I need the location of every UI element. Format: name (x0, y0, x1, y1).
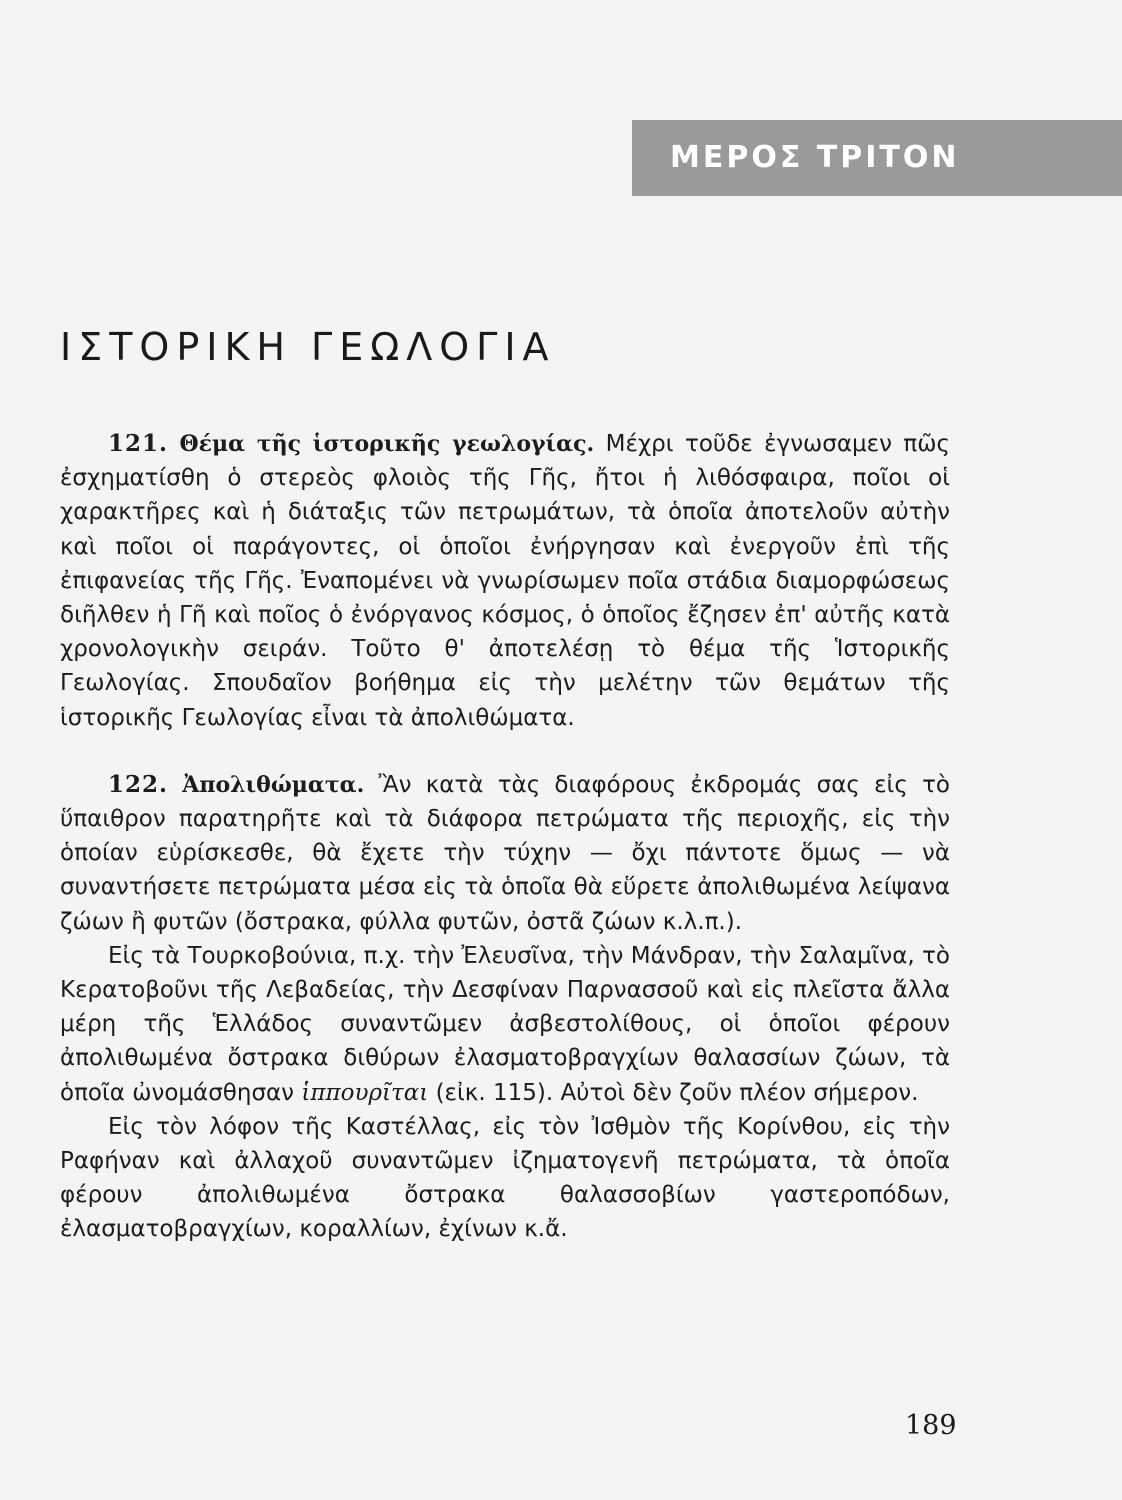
section-121-body: Μέχρι τοῦδε ἐγνωσαμεν πῶς ἐσχηματίσθη ὁ στερεὸς φλοιὸς τῆς Γῆς, ἤτοι ἡ λιθόσφαιρα, ποῖοι οἱ χαρακτῆρες καὶ ἡ διάταξις τῶν πετρωμάτων, τὰ ὁποῖα ἀποτελοῦν αὐτὴν καὶ ποῖοι οἱ παράγοντες, οἱ ὁποῖοι ἐνήργησαν καὶ ἐνεργοῦν ἐπὶ τῆς ἐπιφανείας τῆς Γῆς. Ἐναπομένει νὰ γνωρίσωμεν ποῖα στάδια διαμορφώσεως διῆλθεν ἡ Γῆ καὶ ποῖος ὁ ἐνόργανος κόσμος, ὁ ὁποῖος ἔζησεν ἐπ' αὐτῆς κατὰ χρονολογικὴν σειράν. Τοῦτο θ' ἀποτελέσῃ τὸ θέμα τῆς Ἱστορικῆς Γεωλογίας. Σπουδαῖον βοήθημα εἰς τὴν μελέτην τῶν θεμάτων τῆς ἱστορικῆς Γεωλογίας εἶναι τὰ ἀπολιθώματα. (60, 431, 950, 731)
section-121-title: Θέμα τῆς ἱστορικῆς γεωλογίας. (179, 431, 595, 457)
page-number: 189 (905, 1410, 957, 1441)
section-121-number: 121. (108, 430, 169, 457)
paragraph-4-text: Εἰς τὸν λόφον τῆς Καστέλλας, εἰς τὸν Ἰσθμὸν τῆς Κορίνθου, εἰς τὴν Ραφήναν καὶ ἀλλαχοῦ συναντῶμεν ἰζηματογενῆ πετρώματα, τὰ ὁποῖα φέρουν ἀπολιθωμένα ὄστρακα θαλασσοβίων γαστεροπόδων, ἐλασματοβραγχίων, κοραλλίων, ἐχίνων κ.ἄ. (60, 1113, 950, 1243)
section-122-number: 122. (108, 770, 169, 798)
chapter-title: ΙΣΤΟΡΙΚΗ ΓΕΩΛΟΓΙΑ (60, 325, 556, 369)
paragraph-4 (60, 1110, 950, 1247)
section-122-body: Ἂν κατὰ τὰς διαφόρους ἐκδρομάς σας εἰς τὸ ὕπαιθρον παρατηρῆτε καὶ τὰ διάφορα πετρώματα τῆς περιοχῆς, εἰς τὴν ὁποίαν εὑρίσκεσθε, θὰ ἔχετε τὴν τύχην — ὄχι πάντοτε ὅμως — νὰ συναντήσετε πετρώματα μέσα εἰς τὰ ὁποῖα θὰ εὕρετε ἀπολιθωμένα λείψανα ζώων ἢ φυτῶν (ὄστρακα, φύλλα φυτῶν, ὀστᾶ ζώων κ.λ.π.). (60, 771, 950, 935)
section-122-title: Ἀπολιθώματα. (182, 771, 365, 798)
part-banner (632, 120, 1122, 196)
body-text (60, 427, 950, 1247)
part-label: ΜΕΡΟΣ ΤΡΙΤΟΝ (670, 140, 960, 175)
paragraph-3-text: Εἰς τὰ Τουρκοβούνια, π.χ. τὴν Ἐλευσῖνα, τὴν Μάνδραν, τὴν Σαλαμῖνα, τὸ Κερατοβοῦνι τῆς Λεβαδείας, τὴν Δεσφίναν Παρνασσοῦ καὶ εἰς πλεῖστα ἄλλα μέρη τῆς Ἑλλάδος συναντῶμεν ἀσβεστολίθους, οἱ ὁποῖοι φέρουν ἀπολιθωμένα ὄστρακα διθύρων ἐλασματοβραγχίων θαλασσίων ζώων, τὰ ὁποῖα ὠνομάσθησαν (60, 942, 950, 1106)
section-121-paragraph (60, 427, 950, 735)
paragraph-3-tail: (εἰκ. 115). Αὐτοὶ δὲν ζοῦν πλέον σήμερον. (435, 1079, 919, 1106)
section-122-paragraph (60, 768, 950, 939)
paragraph-3-term: ἱππουρῖται (301, 1079, 429, 1106)
paragraph-3 (60, 939, 950, 1110)
